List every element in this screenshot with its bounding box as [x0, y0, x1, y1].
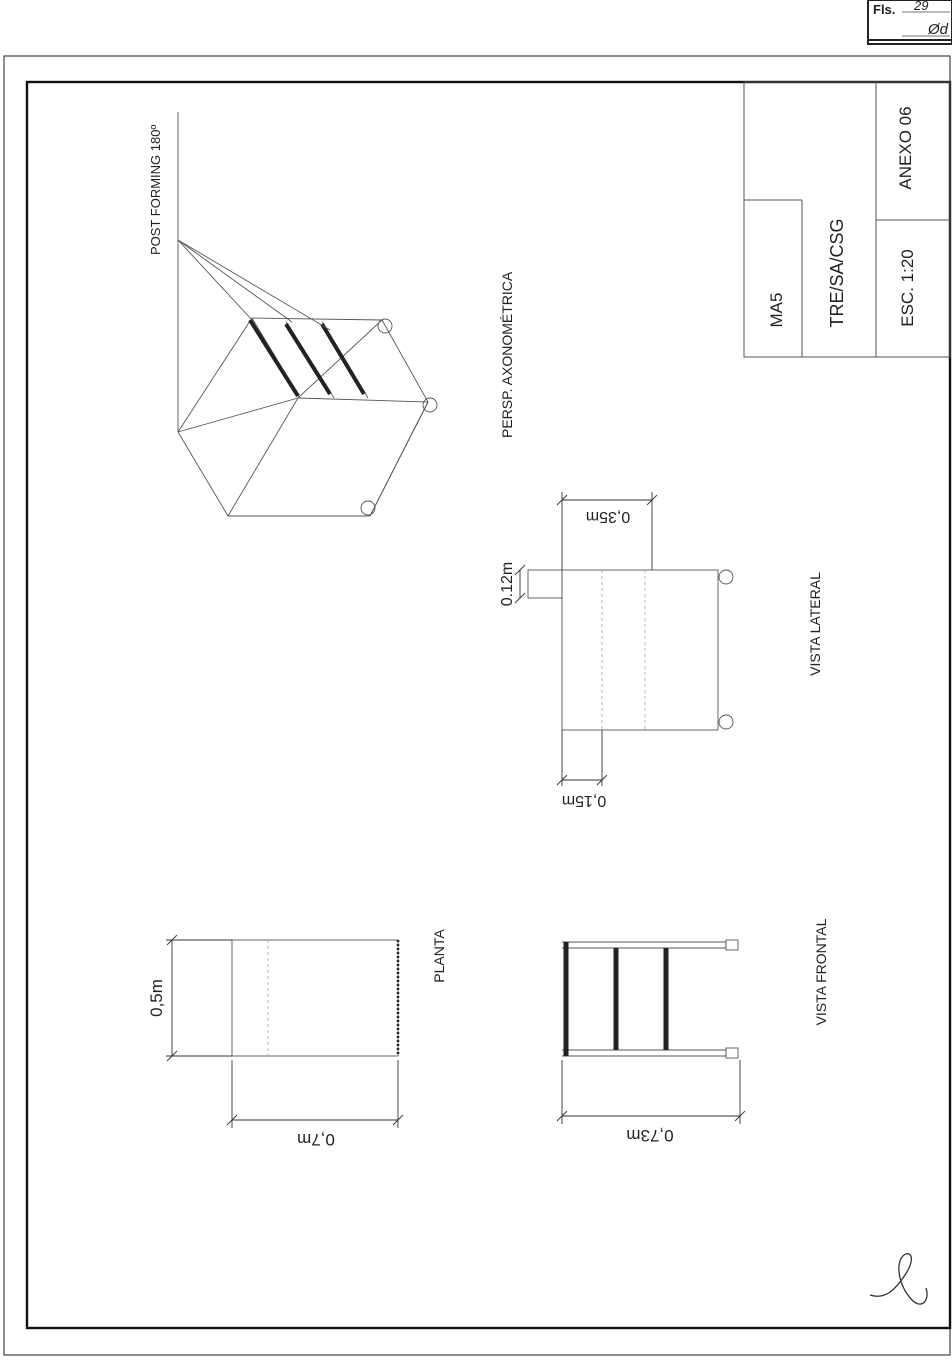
lateral-view	[499, 492, 823, 809]
plan-dim-width: 0,5m	[147, 979, 166, 1017]
plan-title: PLANTA	[431, 929, 447, 983]
axonometric-callout: POST FORMING 180º	[148, 124, 163, 255]
frontal-title: VISTA FRONTAL	[813, 918, 829, 1026]
sheet-outer-border	[4, 56, 950, 1355]
lateral-dim-handle: 0.12m	[499, 561, 516, 607]
stamp-initials: Ød	[928, 21, 949, 38]
lateral-dim-shelf: 0,15m	[561, 792, 607, 809]
plan-dim-length: 0,7m	[297, 1130, 335, 1149]
stamp-number: 29	[914, 0, 929, 13]
axonometric-title: PERSP. AXONOMÉTRICA	[499, 271, 515, 438]
lateral-dim-depth: 0,35m	[585, 508, 631, 525]
title-block	[744, 82, 950, 357]
title-block-code: MA5	[767, 292, 786, 328]
signature	[870, 1254, 927, 1304]
lateral-title: VISTA LATERAL	[807, 572, 823, 676]
axonometric-view	[148, 112, 515, 516]
frontal-dim-height: 0,73m	[626, 1126, 674, 1145]
plan-view	[147, 929, 447, 1149]
title-block-annex: ANEXO 06	[896, 106, 915, 190]
title-block-scale: ESC. 1:20	[898, 249, 917, 327]
stamp-label: Fls.	[873, 2, 896, 17]
title-block-org: TRE/SA/CSG	[827, 218, 847, 328]
page-stamp	[868, 0, 952, 44]
frontal-view	[557, 918, 829, 1145]
sheet-inner-border	[27, 82, 950, 1328]
